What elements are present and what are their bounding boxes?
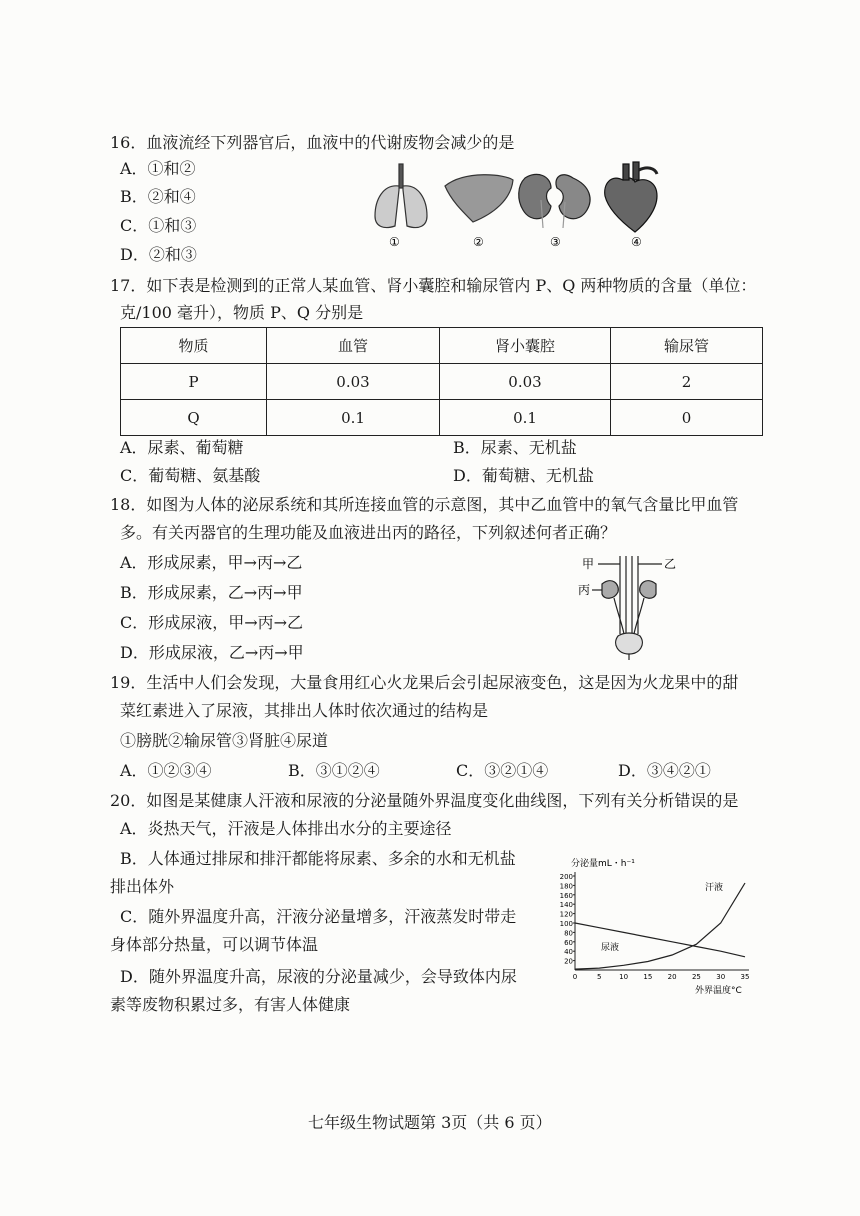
- urinary-system-diagram: [578, 554, 690, 660]
- q18-option-a: A．形成尿素，甲→丙→乙: [120, 553, 303, 572]
- q20-option-b-line2: 排出体外: [110, 877, 175, 896]
- y-tick-label: 120: [559, 910, 573, 919]
- q17-stem-line2: 克/100 毫升），物质 P、Q 分别是: [120, 303, 364, 322]
- table-header: 血管: [267, 328, 440, 364]
- table-header: 输尿管: [611, 328, 763, 364]
- q16-option-b: B．②和④: [120, 187, 196, 206]
- label-bing: 丙: [578, 583, 591, 597]
- q20-stem: 20．如图是某健康人汗液和尿液的分泌量随外界温度变化曲线图，下列有关分析错误的是: [110, 791, 739, 810]
- y-tick-label: 180: [559, 882, 573, 891]
- q18-option-b: B．形成尿素，乙→丙→甲: [120, 583, 303, 602]
- y-tick-label: 160: [559, 891, 573, 900]
- series-line-sweat: [575, 883, 745, 969]
- q20-option-d-line1: D．随外界温度升高，尿液的分泌量减少，会导致体内尿: [120, 967, 517, 986]
- q19-structures: ①膀胱②输尿管③肾脏④尿道: [120, 731, 329, 750]
- q19-stem-line2: 菜红素进入了尿液，其排出人体时依次通过的结构是: [120, 701, 489, 720]
- chart-ylabel: 分泌量mL・h⁻¹: [571, 859, 635, 869]
- substance-table: [120, 327, 763, 436]
- x-tick-label: 5: [597, 973, 602, 981]
- secretion-chart: [545, 856, 760, 996]
- x-tick-label: 25: [691, 973, 701, 981]
- q17-option-a: A．尿素、葡萄糖: [120, 438, 244, 457]
- y-tick-label: 20: [564, 957, 573, 966]
- x-tick-label: 35: [740, 973, 750, 981]
- q17-stem-line1: 17．如下表是检测到的正常人某血管、肾小囊腔和输尿管内 P、Q 两种物质的含量（单位：: [110, 276, 757, 295]
- q17-option-b: B．尿素、无机盐: [453, 438, 577, 457]
- y-tick-label: 60: [564, 938, 573, 947]
- kidney-cross-section-icon: [556, 175, 590, 228]
- q19-option-a: A．①②③④: [120, 761, 212, 780]
- table-cell: P: [121, 364, 267, 400]
- table-row: [121, 400, 763, 436]
- q19-option-d: D．③④②①: [618, 761, 711, 780]
- page-footer: 七年级生物试题第 3页（共 6 页）: [308, 1113, 552, 1132]
- q20-option-c-line2: 身体部分热量，可以调节体温: [110, 935, 319, 954]
- y-tick-label: 40: [564, 948, 573, 957]
- organ-label-3: ③: [550, 235, 561, 249]
- q20-option-a: A．炎热天气，汗液是人体排出水分的主要途径: [120, 819, 452, 838]
- heart-icon: [605, 162, 657, 232]
- q18-option-d: D．形成尿液，乙→丙→甲: [120, 643, 304, 662]
- y-tick-label: 80: [564, 929, 573, 938]
- table-header: 物质: [121, 328, 267, 364]
- q18-stem-line2: 多。有关丙器官的生理功能及血液进出丙的路径，下列叙述何者正确？: [120, 523, 617, 542]
- q16-option-c: C．①和③: [120, 216, 197, 235]
- liver-icon: [445, 175, 513, 222]
- lungs-icon: [375, 164, 427, 228]
- y-tick-label: 100: [559, 920, 573, 928]
- q19-option-b: B．③①②④: [288, 761, 380, 780]
- organs-figure: [365, 160, 665, 252]
- q18-option-c: C．形成尿液，甲→丙→乙: [120, 613, 304, 632]
- table-cell: 0.1: [267, 400, 440, 436]
- q20-option-b-line1: B．人体通过排尿和排汗都能将尿素、多余的水和无机盐: [120, 849, 516, 868]
- q16-option-a: A．①和②: [120, 159, 196, 178]
- q17-option-d: D．葡萄糖、无机盐: [453, 466, 594, 485]
- table-cell: Q: [121, 400, 267, 436]
- series-label-urine: 尿液: [601, 943, 620, 953]
- kidney-icon: [519, 174, 551, 228]
- table-row: [121, 364, 763, 400]
- x-tick-label: 0: [572, 973, 578, 981]
- q20-option-d-line2: 素等废物积累过多，有害人体健康: [110, 995, 351, 1014]
- q17-option-c: C．葡萄糖、氨基酸: [120, 466, 261, 485]
- q16-option-d: D．②和③: [120, 245, 197, 264]
- x-tick-label: 10: [619, 973, 629, 981]
- series-label-sweat: 汗液: [705, 883, 724, 893]
- table-header-row: [121, 328, 763, 364]
- q19-option-c: C．③②①④: [456, 761, 549, 780]
- table-cell: 0.1: [440, 400, 611, 436]
- x-tick-label: 20: [667, 973, 677, 981]
- organ-label-4: ④: [631, 235, 642, 249]
- x-tick-label: 30: [716, 973, 726, 981]
- q16-stem: 16．血液流经下列器官后，血液中的代谢废物会减少的是: [110, 133, 515, 152]
- table-header: 肾小囊腔: [440, 328, 611, 364]
- table-cell: 0: [611, 400, 763, 436]
- organ-label-1: ①: [389, 235, 400, 249]
- x-tick-label: 15: [643, 973, 653, 981]
- organ-label-2: ②: [473, 235, 484, 249]
- table-cell: 0.03: [267, 364, 440, 400]
- chart-xlabel: 外界温度°C: [695, 986, 742, 996]
- label-jia: 甲: [582, 557, 595, 571]
- q20-option-c-line1: C．随外界温度升高，汗液分泌量增多，汗液蒸发时带走: [120, 907, 517, 926]
- table-cell: 2: [611, 364, 763, 400]
- y-tick-label: 140: [559, 901, 573, 910]
- q18-stem-line1: 18．如图为人体的泌尿系统和其所连接血管的示意图，其中乙血管中的氧气含量比甲血管: [110, 495, 739, 514]
- q19-stem-line1: 19．生活中人们会发现，大量食用红心火龙果后会引起尿液变色，这是因为火龙果中的甜: [110, 673, 739, 692]
- table-cell: 0.03: [440, 364, 611, 400]
- label-yi: 乙: [664, 557, 677, 571]
- y-tick-label: 200: [559, 873, 573, 881]
